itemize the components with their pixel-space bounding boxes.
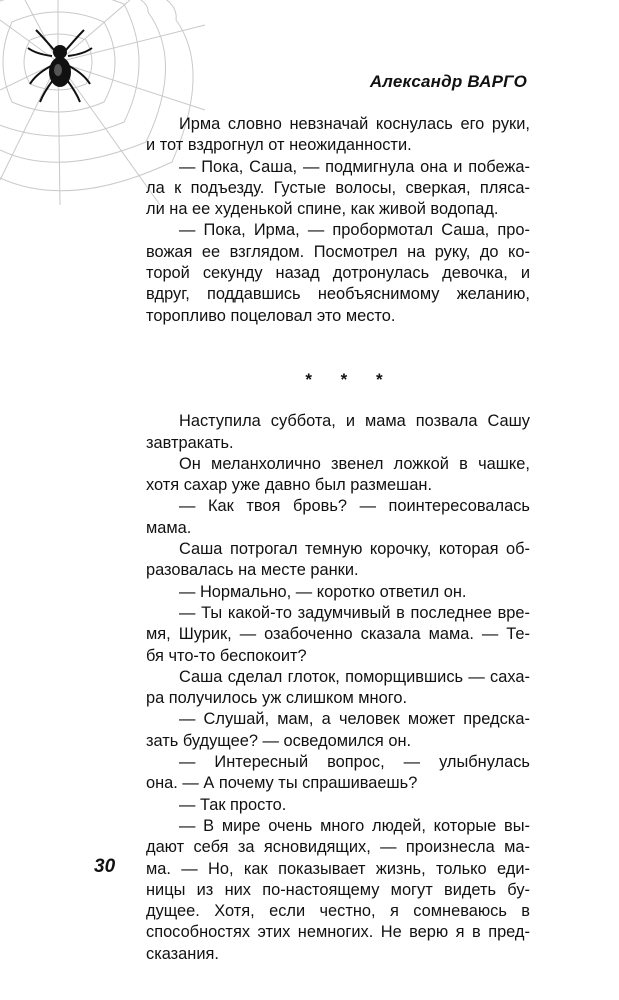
paragraph — [146, 795, 530, 816]
text-line: — Ты какой-то задумчивый в последнее вре- — [179, 603, 530, 622]
text-line: Ирма словно невзначай коснулась его руки, — [179, 115, 530, 133]
paragraph — [146, 157, 530, 221]
text-line: ма. — Но, как показывает жизнь, только еди- — [146, 859, 530, 878]
paragraph — [146, 454, 530, 497]
text-line: сказания. — [146, 944, 219, 963]
text-line: разовалась на месте ранки. — [146, 561, 359, 580]
running-header-author: Александр ВАРГО — [369, 72, 527, 91]
text-line: вожая ее взглядом. Посмотрел на руку, до ко- — [146, 242, 530, 261]
text-line: ли на ее худенькой спине, как живой водопад. — [146, 200, 499, 219]
paragraph — [146, 496, 530, 539]
text-line: ницы из них по-настоящему могут видеть бу- — [146, 880, 530, 899]
paragraph — [146, 539, 530, 582]
text-line: торопливо поцеловал это место. — [146, 306, 396, 325]
paragraph — [146, 114, 530, 157]
text-line: способностях этих немногих. Не верю я в пред- — [146, 923, 530, 942]
paragraph — [146, 603, 530, 667]
text-line: — Нормально, — коротко ответил он. — [179, 582, 467, 601]
paragraph — [146, 582, 530, 603]
text-line: торой секунду назад дотронулась девочка, и — [146, 264, 530, 283]
text-line: бя что-то беспокоит? — [146, 646, 307, 665]
text-line: Саша потрогал темную корочку, которая об- — [179, 540, 530, 559]
paragraph — [146, 752, 530, 795]
text-line: она. — А почему ты спрашиваешь? — [146, 774, 418, 793]
text-line: Он меланхолично звенел ложкой в чашке, — [179, 454, 530, 473]
text-line: Саша сделал глоток, поморщившись — саха- — [179, 667, 530, 686]
text-line: вдруг, поддавшись необъяснимому желанию, — [146, 285, 530, 304]
text-line: — Интересный вопрос, — улыбнулась — [179, 753, 530, 772]
text-before-separator — [146, 114, 530, 327]
text-line: — Слушай, мам, а человек может предска- — [179, 710, 530, 729]
text-line: — Так просто. — [179, 795, 287, 814]
text-line: — Пока, Саша, — подмигнула она и побежа- — [179, 157, 530, 176]
text-line: дают себя за ясновидящих, — произнесла ма- — [146, 838, 530, 857]
text-line: ра получилось уж слишком много. — [146, 689, 408, 708]
section-separator: * * * — [305, 369, 395, 389]
text-line: — Пока, Ирма, — пробормотал Саша, про- — [179, 221, 530, 240]
text-line: и тот вздрогнул от неожиданности. — [146, 136, 412, 155]
text-line: мя, Шурик, — озабоченно сказала мама. — Те- — [146, 625, 530, 644]
text-line: — Как твоя бровь? — поинтересовалась — [179, 497, 530, 516]
paragraph — [146, 220, 530, 326]
page-number: 30 — [94, 856, 116, 877]
text-line: хотя сахар уже давно был размешан. — [146, 476, 433, 495]
text-after-separator — [146, 411, 530, 965]
text-line: ла к подъезду. Густые волосы, сверкая, пляса- — [146, 178, 530, 197]
text-line: завтракать. — [146, 433, 234, 452]
paragraph — [146, 667, 530, 710]
text-line: зать будущее? — осведомился он. — [146, 731, 412, 750]
text-line: дущее. Хотя, если честно, я сомневаюсь в — [146, 902, 530, 921]
paragraph — [146, 411, 530, 454]
text-line: — В мире очень много людей, которые вы- — [179, 816, 530, 835]
paragraph — [146, 709, 530, 752]
paragraph — [146, 816, 530, 965]
text-line: мама. — [146, 518, 192, 537]
text-line: Наступила суббота, и мама позвала Сашу — [179, 412, 530, 431]
body-text — [146, 114, 530, 965]
